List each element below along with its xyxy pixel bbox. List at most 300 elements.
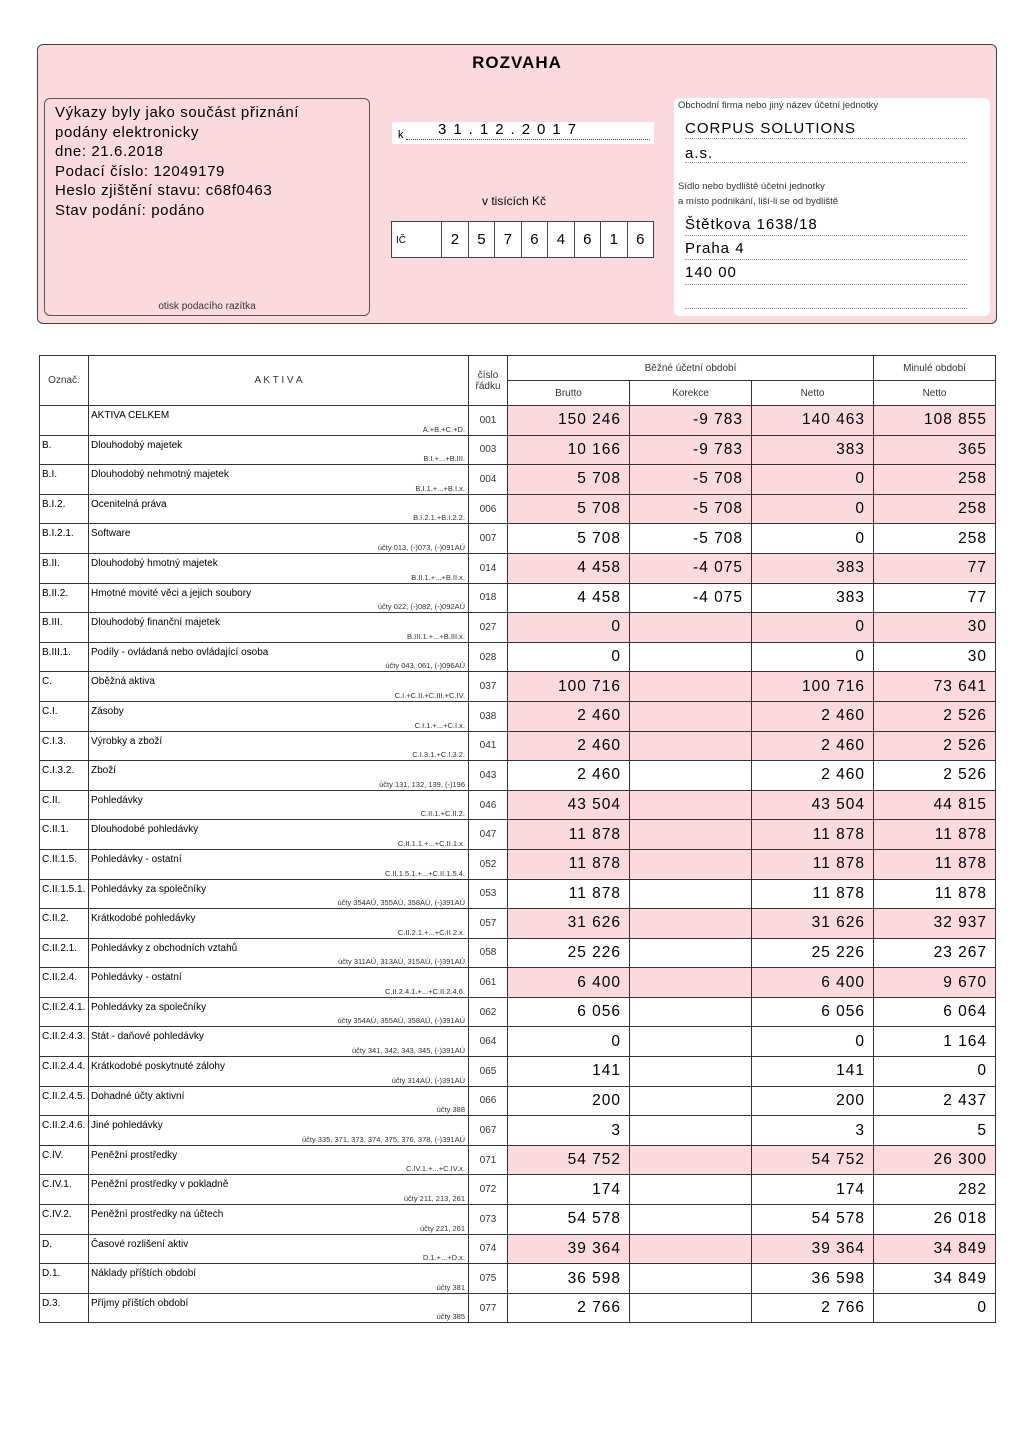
value-korekce xyxy=(630,879,752,909)
filing-line: Heslo zjištění stavu: c68f0463 xyxy=(55,182,273,200)
value-netto-prev: 11 878 xyxy=(874,849,996,879)
value-korekce xyxy=(630,1293,752,1323)
value-netto-prev: 34 849 xyxy=(874,1234,996,1264)
row-label-cell xyxy=(89,731,469,761)
value-brutto: 39 364 xyxy=(508,1234,630,1264)
table-row xyxy=(40,790,996,820)
value-brutto: 4 458 xyxy=(508,553,630,583)
row-code: B.III.1. xyxy=(40,642,89,672)
row-code: D. xyxy=(40,1234,89,1264)
value-netto-prev: 11 878 xyxy=(874,879,996,909)
row-label-cell xyxy=(89,1264,469,1294)
date-field xyxy=(392,122,654,144)
value-korekce xyxy=(630,731,752,761)
row-label-cell xyxy=(89,1234,469,1264)
value-korekce: -5 708 xyxy=(630,494,752,524)
row-number: 065 xyxy=(469,1057,508,1087)
row-number: 043 xyxy=(469,761,508,791)
value-korekce xyxy=(630,790,752,820)
row-formula: účty 311AÚ, 313AÚ, 315AÚ, (-)391AÚ xyxy=(337,957,465,967)
header-aktiva: A K T I V A xyxy=(89,356,469,406)
row-name: Peněžní prostředky xyxy=(91,1149,178,1161)
value-brutto: 11 878 xyxy=(508,849,630,879)
value-brutto: 0 xyxy=(508,1027,630,1057)
value-korekce xyxy=(630,1175,752,1205)
row-code xyxy=(40,406,89,436)
value-netto-prev: 44 815 xyxy=(874,790,996,820)
value-brutto: 10 166 xyxy=(508,435,630,465)
row-code: C.II.1.5.1. xyxy=(40,879,89,909)
value-brutto: 54 752 xyxy=(508,1145,630,1175)
row-number: 064 xyxy=(469,1027,508,1057)
row-label-cell xyxy=(89,790,469,820)
row-code: D.1. xyxy=(40,1264,89,1294)
value-netto: 11 878 xyxy=(752,879,874,909)
value-brutto: 174 xyxy=(508,1175,630,1205)
table-row xyxy=(40,820,996,850)
row-formula: C.I.+C.II.+C.III.+C.IV. xyxy=(394,690,465,700)
value-netto: 140 463 xyxy=(752,406,874,436)
value-brutto: 141 xyxy=(508,1057,630,1087)
row-label-cell xyxy=(89,583,469,613)
row-label-cell xyxy=(89,672,469,702)
value-netto-prev: 2 526 xyxy=(874,701,996,731)
value-netto: 3 xyxy=(752,1116,874,1146)
table-row xyxy=(40,938,996,968)
row-label-cell xyxy=(89,435,469,465)
value-netto: 25 226 xyxy=(752,938,874,968)
value-brutto: 5 708 xyxy=(508,494,630,524)
value-netto: 0 xyxy=(752,613,874,643)
row-label-cell xyxy=(89,938,469,968)
value-netto: 200 xyxy=(752,1086,874,1116)
row-name: Pohledávky xyxy=(91,794,143,806)
row-formula: B.I.+...+B.III. xyxy=(423,454,465,464)
value-netto-prev: 26 018 xyxy=(874,1205,996,1235)
row-code: C.II.2.4.6. xyxy=(40,1116,89,1146)
row-label-cell xyxy=(89,820,469,850)
row-formula: účty 043, 061, (-)096AÚ xyxy=(385,661,465,671)
value-netto: 36 598 xyxy=(752,1264,874,1294)
row-name: Pohledávky - ostatní xyxy=(91,853,182,865)
value-netto: 11 878 xyxy=(752,820,874,850)
row-number: 018 xyxy=(469,583,508,613)
balance-sheet-table xyxy=(39,355,996,1323)
row-label-cell xyxy=(89,553,469,583)
table-row xyxy=(40,1027,996,1057)
row-name: Příjmy příštích období xyxy=(91,1297,189,1309)
header-cislo-radku: číslo řádku xyxy=(469,356,508,406)
value-brutto: 54 578 xyxy=(508,1205,630,1235)
row-code: C.IV.1. xyxy=(40,1175,89,1205)
row-formula: účty 354AÚ, 355AÚ, 358AÚ, (-)391AÚ xyxy=(337,1016,465,1026)
row-name: Oběžná aktiva xyxy=(91,676,155,688)
row-name: Výrobky a zboží xyxy=(91,735,163,747)
row-formula: B.III.1.+...+B.III.x. xyxy=(407,631,465,641)
value-netto-prev: 1 164 xyxy=(874,1027,996,1057)
row-code: B.II. xyxy=(40,553,89,583)
row-label-cell xyxy=(89,1175,469,1205)
table-row xyxy=(40,731,996,761)
value-netto-prev: 26 300 xyxy=(874,1145,996,1175)
row-number: 006 xyxy=(469,494,508,524)
row-code: C.I.3.2. xyxy=(40,761,89,791)
row-number: 073 xyxy=(469,1205,508,1235)
row-code: C.II.2.4.5. xyxy=(40,1086,89,1116)
value-brutto: 31 626 xyxy=(508,909,630,939)
row-number: 047 xyxy=(469,820,508,850)
value-netto-prev: 77 xyxy=(874,553,996,583)
value-brutto: 36 598 xyxy=(508,1264,630,1294)
value-brutto: 6 056 xyxy=(508,997,630,1027)
row-formula: účty 211, 213, 261 xyxy=(403,1194,465,1204)
row-formula: D.1.+...+D.x. xyxy=(422,1253,465,1263)
row-formula: účty 022, (-)082, (-)092AÚ xyxy=(377,602,465,612)
row-label-cell xyxy=(89,1293,469,1323)
value-netto: 2 460 xyxy=(752,731,874,761)
value-netto-prev: 258 xyxy=(874,524,996,554)
header-brutto: Brutto xyxy=(508,381,630,406)
value-korekce: -4 075 xyxy=(630,583,752,613)
value-korekce xyxy=(630,849,752,879)
row-formula: B.II.1.+...+B.II.x. xyxy=(411,572,465,582)
header-netto: Netto xyxy=(752,381,874,406)
row-code: C.I. xyxy=(40,701,89,731)
value-korekce: -5 708 xyxy=(630,524,752,554)
row-label-cell xyxy=(89,524,469,554)
value-brutto: 43 504 xyxy=(508,790,630,820)
units-label: v tisících Kč xyxy=(482,194,547,208)
value-korekce xyxy=(630,761,752,791)
value-netto: 0 xyxy=(752,524,874,554)
value-brutto: 5 708 xyxy=(508,465,630,495)
row-number: 001 xyxy=(469,406,508,436)
row-label-cell xyxy=(89,465,469,495)
value-korekce xyxy=(630,1086,752,1116)
row-formula: C.I.1.+...+C.I.x. xyxy=(414,720,465,730)
row-name: Dlouhodobý majetek xyxy=(91,439,183,451)
row-code: B.I. xyxy=(40,465,89,495)
table-row xyxy=(40,406,996,436)
header-korekce: Korekce xyxy=(630,381,752,406)
value-korekce: -5 708 xyxy=(630,465,752,495)
table-row xyxy=(40,1264,996,1294)
table-row xyxy=(40,583,996,613)
row-number: 014 xyxy=(469,553,508,583)
row-label-cell xyxy=(89,701,469,731)
firm-caption: Obchodní firma nebo jiný název účetní jednotky xyxy=(678,100,879,111)
dotted-line xyxy=(685,284,967,285)
value-korekce xyxy=(630,642,752,672)
header-panel xyxy=(37,44,997,324)
table-row xyxy=(40,849,996,879)
address-zip: 140 00 xyxy=(685,264,737,281)
value-brutto: 150 246 xyxy=(508,406,630,436)
dotted-line xyxy=(685,162,967,163)
row-formula: C.II.1.1.+...+C.II.1.x. xyxy=(397,838,465,848)
row-formula: B.I.1.+...+B.I.x. xyxy=(415,483,465,493)
row-number: 027 xyxy=(469,613,508,643)
value-netto-prev: 2 526 xyxy=(874,731,996,761)
value-korekce xyxy=(630,968,752,998)
address-street: Štětkova 1638/18 xyxy=(685,216,818,233)
row-code: C.IV. xyxy=(40,1145,89,1175)
ic-digit: 6 xyxy=(574,222,600,257)
row-number: 028 xyxy=(469,642,508,672)
row-code: B.I.2.1. xyxy=(40,524,89,554)
row-formula: C.II.2.4.1.+...+C.II.2.4.6. xyxy=(384,986,465,996)
address-city: Praha 4 xyxy=(685,240,745,257)
date-dotted-line xyxy=(406,139,650,140)
row-name: Hmotné movité věci a jejich soubory xyxy=(91,587,252,599)
value-brutto: 2 460 xyxy=(508,761,630,791)
filing-line: Podací číslo: 12049179 xyxy=(55,162,225,180)
row-formula: B.I.2.1.+B.I.2.2. xyxy=(413,513,465,523)
row-number: 071 xyxy=(469,1145,508,1175)
value-netto-prev: 32 937 xyxy=(874,909,996,939)
seat-caption xyxy=(678,179,838,209)
table-row xyxy=(40,1175,996,1205)
row-name: Peněžní prostředky na účtech xyxy=(91,1209,224,1221)
value-brutto: 11 878 xyxy=(508,820,630,850)
row-number: 077 xyxy=(469,1293,508,1323)
row-name: Stát - daňové pohledávky xyxy=(91,1031,204,1043)
row-name: AKTIVA CELKEM xyxy=(91,410,170,421)
row-number: 046 xyxy=(469,790,508,820)
value-netto-prev: 2 437 xyxy=(874,1086,996,1116)
date-prefix: k xyxy=(398,129,404,141)
table-row xyxy=(40,494,996,524)
row-label-cell xyxy=(89,406,469,436)
table-row xyxy=(40,1293,996,1323)
table-row xyxy=(40,997,996,1027)
value-netto: 31 626 xyxy=(752,909,874,939)
value-netto-prev: 30 xyxy=(874,613,996,643)
value-korekce xyxy=(630,701,752,731)
value-korekce xyxy=(630,1145,752,1175)
row-number: 062 xyxy=(469,997,508,1027)
row-number: 003 xyxy=(469,435,508,465)
row-name: Časové rozlišení aktiv xyxy=(91,1238,189,1250)
row-name: Dlouhodobý finanční majetek xyxy=(91,617,220,629)
header-oznac: Označ. xyxy=(40,356,89,406)
ic-digit: 4 xyxy=(547,222,573,257)
value-korekce: -9 783 xyxy=(630,435,752,465)
row-formula: účty 314AÚ, (-)391AÚ xyxy=(391,1075,465,1085)
value-brutto: 200 xyxy=(508,1086,630,1116)
row-label-cell xyxy=(89,1116,469,1146)
row-name: Peněžní prostředky v pokladně xyxy=(91,1179,229,1191)
value-netto-prev: 77 xyxy=(874,583,996,613)
value-korekce: -4 075 xyxy=(630,553,752,583)
row-number: 057 xyxy=(469,909,508,939)
row-formula: C.II.2.1.+...+C.II.2.x. xyxy=(397,927,465,937)
value-netto: 6 056 xyxy=(752,997,874,1027)
value-netto: 0 xyxy=(752,465,874,495)
dotted-line xyxy=(685,259,967,260)
row-formula: účty 388 xyxy=(436,1105,465,1115)
value-korekce xyxy=(630,613,752,643)
row-name: Dlouhodobý nehmotný majetek xyxy=(91,469,229,481)
row-number: 037 xyxy=(469,672,508,702)
value-netto: 39 364 xyxy=(752,1234,874,1264)
ic-digit: 2 xyxy=(441,222,467,257)
value-netto-prev: 23 267 xyxy=(874,938,996,968)
document-title: ROZVAHA xyxy=(472,53,562,72)
table-row xyxy=(40,613,996,643)
row-name: Pohledávky - ostatní xyxy=(91,972,182,984)
table-row xyxy=(40,465,996,495)
value-netto: 100 716 xyxy=(752,672,874,702)
row-number: 061 xyxy=(469,968,508,998)
row-label-cell xyxy=(89,909,469,939)
row-name: Zboží xyxy=(91,765,117,777)
value-netto: 174 xyxy=(752,1175,874,1205)
row-code: D.3. xyxy=(40,1293,89,1323)
row-label-cell xyxy=(89,1145,469,1175)
row-name: Dlouhodobé pohledávky xyxy=(91,824,199,836)
value-netto-prev: 73 641 xyxy=(874,672,996,702)
row-formula: účty 013, (-)073, (-)091AÚ xyxy=(377,542,465,552)
value-brutto: 0 xyxy=(508,613,630,643)
table-row xyxy=(40,1205,996,1235)
table-row xyxy=(40,435,996,465)
row-code: B.III. xyxy=(40,613,89,643)
ic-label: IČ xyxy=(396,235,406,246)
table-row xyxy=(40,1057,996,1087)
row-name: Software xyxy=(91,528,131,540)
stamp-label: otisk podacího razítka xyxy=(158,301,256,312)
row-label-cell xyxy=(89,968,469,998)
ic-field xyxy=(391,221,654,258)
value-netto-prev: 11 878 xyxy=(874,820,996,850)
row-number: 052 xyxy=(469,849,508,879)
value-netto-prev: 0 xyxy=(874,1293,996,1323)
row-label-cell xyxy=(89,997,469,1027)
row-formula: účty 335, 371, 373, 374, 375, 376, 378, (-)391AÚ xyxy=(301,1134,465,1144)
table-row xyxy=(40,701,996,731)
filing-line: dne: 21.6.2018 xyxy=(55,143,164,161)
table-row xyxy=(40,761,996,791)
row-code: B.II.2. xyxy=(40,583,89,613)
date-value: 31.12.2017 xyxy=(438,121,584,138)
row-name: Pohledávky za společníky xyxy=(91,883,207,895)
row-formula: C.II.1.+C.II.2. xyxy=(420,809,465,819)
row-number: 066 xyxy=(469,1086,508,1116)
table-header xyxy=(40,356,996,406)
value-brutto: 100 716 xyxy=(508,672,630,702)
value-netto: 43 504 xyxy=(752,790,874,820)
value-netto: 6 400 xyxy=(752,968,874,998)
table-row xyxy=(40,1086,996,1116)
row-label-cell xyxy=(89,849,469,879)
value-netto: 383 xyxy=(752,583,874,613)
row-code: C.II.2.4.3. xyxy=(40,1027,89,1057)
row-label-cell xyxy=(89,494,469,524)
row-formula: účty 385 xyxy=(436,1312,465,1322)
row-code: C. xyxy=(40,672,89,702)
value-korekce xyxy=(630,672,752,702)
table-row xyxy=(40,524,996,554)
value-brutto: 2 766 xyxy=(508,1293,630,1323)
row-code: C.II.1.5. xyxy=(40,849,89,879)
row-label-cell xyxy=(89,1086,469,1116)
value-netto-prev: 6 064 xyxy=(874,997,996,1027)
row-formula: C.I.3.1.+C.I.3.2. xyxy=(412,750,465,760)
row-code: C.II.1. xyxy=(40,820,89,850)
value-netto: 54 578 xyxy=(752,1205,874,1235)
row-name: Ocenitelná práva xyxy=(91,498,167,510)
value-netto-prev: 108 855 xyxy=(874,406,996,436)
row-formula: účty 354AÚ, 355AÚ, 358AÚ, (-)391AÚ xyxy=(337,898,465,908)
row-formula: C.II.1.5.1.+...+C.II.1.5.4. xyxy=(384,868,465,878)
ic-digit: 1 xyxy=(600,222,626,257)
value-brutto: 5 708 xyxy=(508,524,630,554)
value-brutto: 6 400 xyxy=(508,968,630,998)
filing-line: Výkazy byly jako součást přiznání xyxy=(55,104,300,121)
row-label-cell xyxy=(89,761,469,791)
value-korekce xyxy=(630,909,752,939)
value-netto: 383 xyxy=(752,553,874,583)
row-label-cell xyxy=(89,613,469,643)
table-row xyxy=(40,909,996,939)
filing-info-box xyxy=(44,98,370,316)
row-code: C.II.2.4.1. xyxy=(40,997,89,1027)
value-korekce xyxy=(630,1264,752,1294)
table-row xyxy=(40,672,996,702)
value-korekce xyxy=(630,1205,752,1235)
value-netto-prev: 282 xyxy=(874,1175,996,1205)
row-formula: účty 381 xyxy=(436,1282,465,1292)
value-korekce: -9 783 xyxy=(630,406,752,436)
firm-name-line-2: a.s. xyxy=(685,145,714,162)
row-name: Jiné pohledávky xyxy=(91,1120,163,1132)
row-label-cell xyxy=(89,879,469,909)
ic-digit: 5 xyxy=(468,222,494,257)
value-brutto: 11 878 xyxy=(508,879,630,909)
row-formula: účty 221, 261 xyxy=(419,1223,465,1233)
value-netto: 54 752 xyxy=(752,1145,874,1175)
value-netto: 0 xyxy=(752,494,874,524)
filing-line: podány elektronicky xyxy=(55,123,199,141)
table-row xyxy=(40,879,996,909)
row-name: Dohadné účty aktivní xyxy=(91,1090,185,1102)
dotted-line xyxy=(685,138,967,139)
value-netto: 2 460 xyxy=(752,761,874,791)
value-korekce xyxy=(630,1027,752,1057)
table-body xyxy=(40,406,996,1323)
row-number: 072 xyxy=(469,1175,508,1205)
row-code: B.I.2. xyxy=(40,494,89,524)
header-bezne-obdobi: Běžné účetní období xyxy=(508,356,874,381)
row-formula: účty 341, 342, 343, 345, (-)391AÚ xyxy=(352,1046,465,1056)
value-brutto: 4 458 xyxy=(508,583,630,613)
seat-caption-line-1: Sídlo nebo bydliště účetní jednotky xyxy=(678,181,825,192)
table-row xyxy=(40,642,996,672)
filing-line: Stav podání: podáno xyxy=(55,201,205,219)
row-label-cell xyxy=(89,1205,469,1235)
row-name: Podíly - ovládaná nebo ovládající osoba xyxy=(91,646,269,658)
row-number: 004 xyxy=(469,465,508,495)
header-netto-prev: Netto xyxy=(874,381,996,406)
value-netto-prev: 365 xyxy=(874,435,996,465)
row-code: B. xyxy=(40,435,89,465)
value-korekce xyxy=(630,1057,752,1087)
row-number: 041 xyxy=(469,731,508,761)
value-netto: 11 878 xyxy=(752,849,874,879)
row-number: 074 xyxy=(469,1234,508,1264)
row-code: C.IV.2. xyxy=(40,1205,89,1235)
